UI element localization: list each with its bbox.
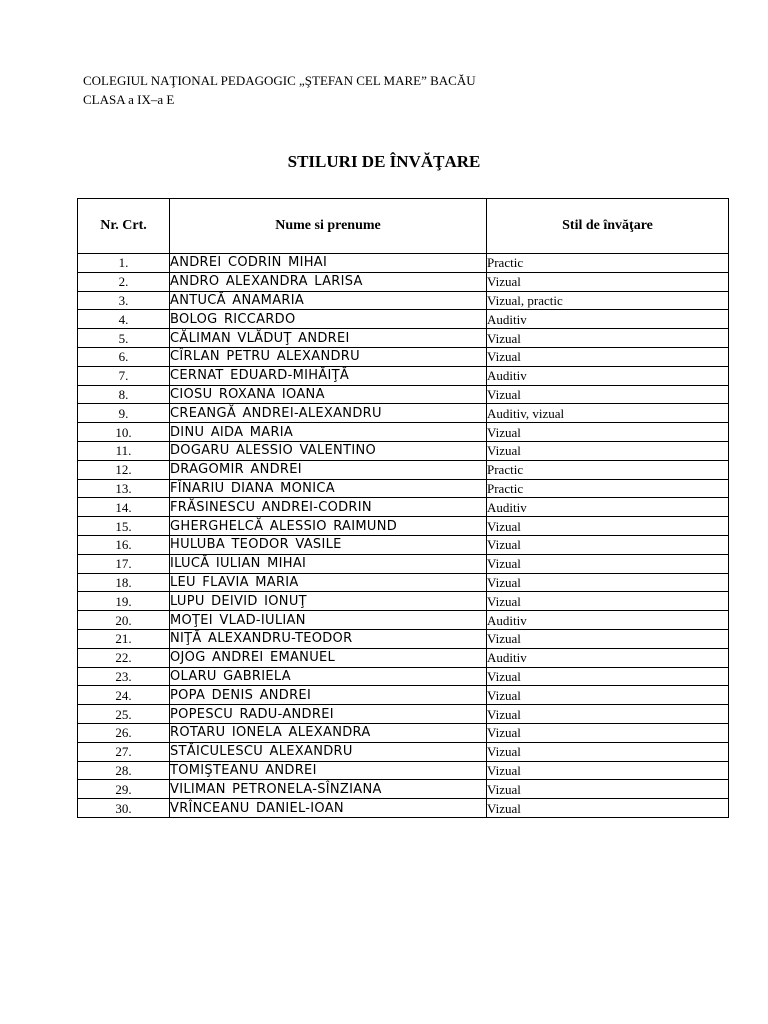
- student-name: CREANGĂ ANDREI-ALEXANDRU: [170, 404, 487, 423]
- table-row: [78, 723, 729, 742]
- student-name: CÎRLAN PETRU ALEXANDRU: [170, 347, 487, 366]
- table-row: [78, 780, 729, 799]
- page-title: STILURI DE ÎNVĂŢARE: [287, 152, 481, 171]
- row-number: 20.: [78, 611, 170, 630]
- row-number: 26.: [78, 723, 170, 742]
- row-number: 30.: [78, 799, 170, 818]
- table-row: [78, 291, 729, 310]
- student-name: HULUBA TEODOR VASILE: [170, 535, 487, 554]
- table-row: [78, 592, 729, 611]
- row-number: 5.: [78, 329, 170, 348]
- learning-style: Vizual: [487, 385, 729, 404]
- learning-style: Vizual: [487, 667, 729, 686]
- student-name: DRAGOMIR ANDREI: [170, 460, 487, 479]
- table-row: [78, 404, 729, 423]
- learning-style: Auditiv: [487, 611, 729, 630]
- learning-style: Vizual: [487, 441, 729, 460]
- student-name: TOMIŞTEANU ANDREI: [170, 761, 487, 780]
- learning-style: Vizual: [487, 272, 729, 291]
- student-name: ROTARU IONELA ALEXANDRA: [170, 723, 487, 742]
- row-number: 4.: [78, 310, 170, 329]
- row-number: 29.: [78, 780, 170, 799]
- learning-style: Practic: [487, 479, 729, 498]
- document-header: [83, 71, 476, 109]
- table-row: [78, 423, 729, 442]
- column-header-number: Nr. Crt.: [78, 199, 170, 254]
- column-header-name: Nume si prenume: [170, 199, 487, 254]
- row-number: 9.: [78, 404, 170, 423]
- row-number: 10.: [78, 423, 170, 442]
- table-row: [78, 460, 729, 479]
- student-name: OJOG ANDREI EMANUEL: [170, 648, 487, 667]
- column-header-style: Stil de învăţare: [487, 199, 729, 254]
- row-number: 16.: [78, 535, 170, 554]
- table-body: [78, 254, 729, 818]
- row-number: 27.: [78, 742, 170, 761]
- student-name: LUPU DEIVID IONUŢ: [170, 592, 487, 611]
- student-name: DINU AIDA MARIA: [170, 423, 487, 442]
- student-name: CIOSU ROXANA IOANA: [170, 385, 487, 404]
- student-name: ANDRO ALEXANDRA LARISA: [170, 272, 487, 291]
- learning-style: Auditiv: [487, 310, 729, 329]
- row-number: 11.: [78, 441, 170, 460]
- table-row: [78, 329, 729, 348]
- table-row: [78, 799, 729, 818]
- learning-style: Auditiv, vizual: [487, 404, 729, 423]
- table-row: [78, 667, 729, 686]
- table-row: [78, 310, 729, 329]
- learning-style: Vizual: [487, 573, 729, 592]
- row-number: 8.: [78, 385, 170, 404]
- student-name: POPESCU RADU-ANDREI: [170, 705, 487, 724]
- learning-style: Vizual: [487, 761, 729, 780]
- table-header-row: [78, 199, 729, 254]
- student-name: VRÎNCEANU DANIEL-IOAN: [170, 799, 487, 818]
- table-row: [78, 441, 729, 460]
- learning-style: Vizual: [487, 347, 729, 366]
- learning-style: Vizual: [487, 723, 729, 742]
- table-row: [78, 535, 729, 554]
- table-row: [78, 554, 729, 573]
- row-number: 28.: [78, 761, 170, 780]
- learning-style: Vizual: [487, 629, 729, 648]
- learning-style: Practic: [487, 460, 729, 479]
- student-name: POPA DENIS ANDREI: [170, 686, 487, 705]
- learning-styles-table: [77, 198, 729, 818]
- learning-style: Vizual: [487, 780, 729, 799]
- learning-style: Vizual: [487, 592, 729, 611]
- table-row: [78, 498, 729, 517]
- row-number: 1.: [78, 254, 170, 273]
- student-name: DOGARU ALESSIO VALENTINO: [170, 441, 487, 460]
- row-number: 25.: [78, 705, 170, 724]
- table-row: [78, 366, 729, 385]
- row-number: 2.: [78, 272, 170, 291]
- row-number: 24.: [78, 686, 170, 705]
- row-number: 22.: [78, 648, 170, 667]
- table-row: [78, 705, 729, 724]
- row-number: 14.: [78, 498, 170, 517]
- table-row: [78, 254, 729, 273]
- table-row: [78, 517, 729, 536]
- row-number: 12.: [78, 460, 170, 479]
- row-number: 18.: [78, 573, 170, 592]
- student-name: LEU FLAVIA MARIA: [170, 573, 487, 592]
- student-name: MOŢEI VLAD-IULIAN: [170, 611, 487, 630]
- table-row: [78, 347, 729, 366]
- class-name: CLASA a IX–a E: [83, 92, 175, 107]
- student-name: CERNAT EDUARD-MIHĂIŢĂ: [170, 366, 487, 385]
- student-name: ILUCĂ IULIAN MIHAI: [170, 554, 487, 573]
- learning-style: Vizual: [487, 799, 729, 818]
- student-name: CĂLIMAN VLĂDUŢ ANDREI: [170, 329, 487, 348]
- table-row: [78, 611, 729, 630]
- row-number: 3.: [78, 291, 170, 310]
- student-name: FRĂSINESCU ANDREI-CODRIN: [170, 498, 487, 517]
- table-row: [78, 272, 729, 291]
- table-row: [78, 648, 729, 667]
- student-name: FÎNARIU DIANA MONICA: [170, 479, 487, 498]
- table-row: [78, 385, 729, 404]
- learning-style: Vizual: [487, 705, 729, 724]
- row-number: 15.: [78, 517, 170, 536]
- learning-style: Auditiv: [487, 648, 729, 667]
- school-name: COLEGIUL NAŢIONAL PEDAGOGIC „ŞTEFAN CEL MARE” BACĂU: [83, 73, 476, 88]
- table-row: [78, 742, 729, 761]
- student-name: GHERGHELCĂ ALESSIO RAIMUND: [170, 517, 487, 536]
- table-row: [78, 686, 729, 705]
- table-row: [78, 629, 729, 648]
- student-name: ANDREI CODRIN MIHAI: [170, 254, 487, 273]
- learning-style: Vizual: [487, 686, 729, 705]
- student-name: BOLOG RICCARDO: [170, 310, 487, 329]
- table-row: [78, 479, 729, 498]
- learning-style: Vizual: [487, 535, 729, 554]
- row-number: 6.: [78, 347, 170, 366]
- learning-style: Auditiv: [487, 366, 729, 385]
- student-name: NIŢĂ ALEXANDRU-TEODOR: [170, 629, 487, 648]
- student-name: ANTUCĂ ANAMARIA: [170, 291, 487, 310]
- table-row: [78, 573, 729, 592]
- row-number: 7.: [78, 366, 170, 385]
- student-name: OLARU GABRIELA: [170, 667, 487, 686]
- table-row: [78, 761, 729, 780]
- learning-style: Vizual: [487, 554, 729, 573]
- row-number: 13.: [78, 479, 170, 498]
- learning-style: Vizual: [487, 329, 729, 348]
- learning-style: Vizual: [487, 517, 729, 536]
- learning-style: Auditiv: [487, 498, 729, 517]
- student-name: STĂICULESCU ALEXANDRU: [170, 742, 487, 761]
- row-number: 19.: [78, 592, 170, 611]
- learning-style: Vizual: [487, 742, 729, 761]
- student-name: VILIMAN PETRONELA-SÎNZIANA: [170, 780, 487, 799]
- learning-style: Vizual, practic: [487, 291, 729, 310]
- learning-style: Vizual: [487, 423, 729, 442]
- row-number: 17.: [78, 554, 170, 573]
- row-number: 23.: [78, 667, 170, 686]
- row-number: 21.: [78, 629, 170, 648]
- learning-style: Practic: [487, 254, 729, 273]
